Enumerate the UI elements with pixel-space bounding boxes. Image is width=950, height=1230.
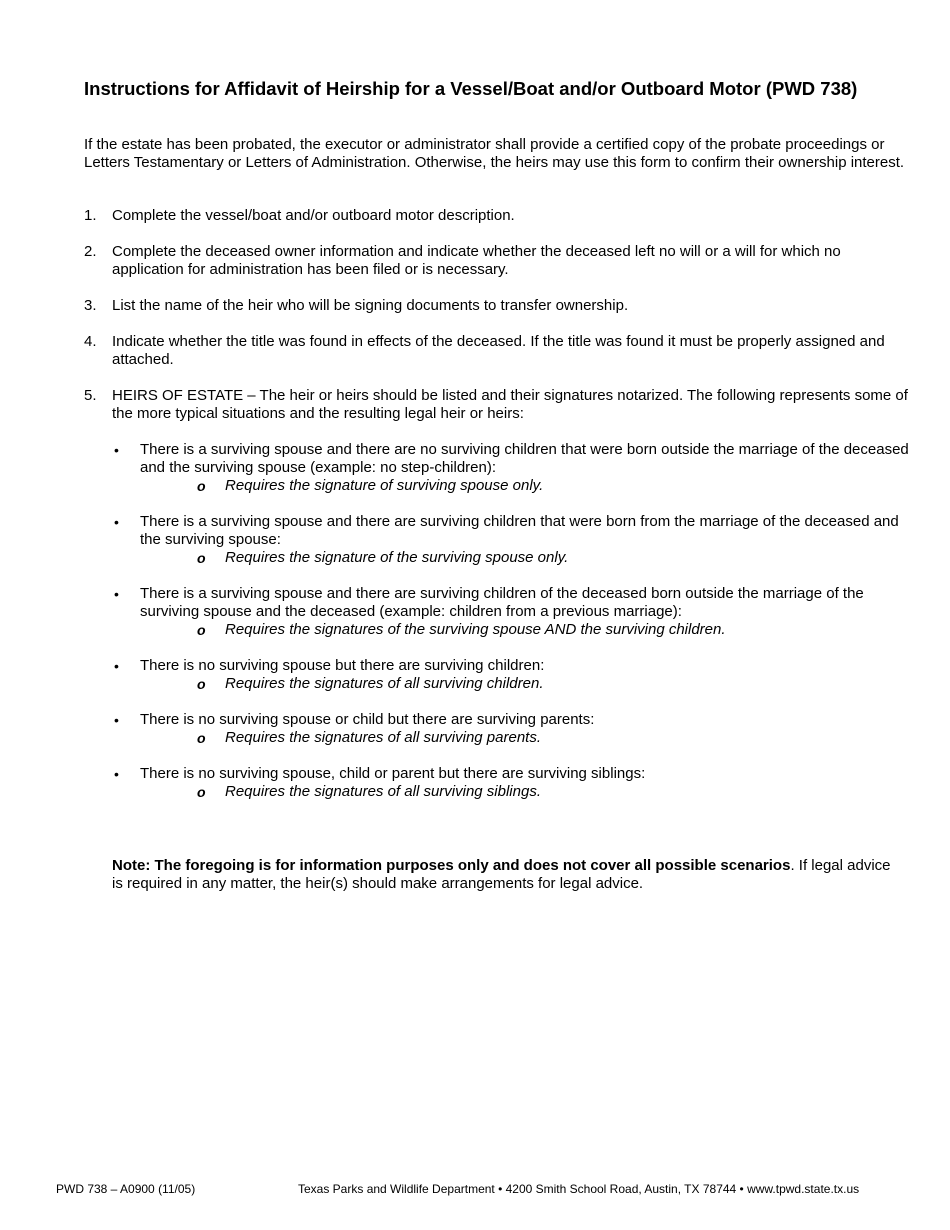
step-text: List the name of the heir who will be signing documents to transfer ownership. (112, 297, 629, 314)
step-item (84, 333, 914, 369)
footer-form-id: PWD 738 – A0900 (11/05) (56, 1182, 196, 1196)
step-number: 5. (84, 387, 97, 404)
requirement-text: Requires the signatures of all surviving siblings. (225, 783, 541, 800)
sub-bullet-icon: o (197, 478, 206, 494)
scenario-item (112, 585, 914, 639)
scenario-text: There is no surviving spouse or child but there are surviving parents: (140, 711, 595, 728)
step-text: Complete the deceased owner information and indicate whether the deceased left no will or a will for which no application for administration has been filed or is necessary. (112, 243, 841, 278)
step-item (84, 243, 914, 279)
requirement-text: Requires the signatures of the surviving spouse AND the surviving children. (225, 621, 726, 638)
scenario-item (112, 513, 914, 567)
note-bold-text: Note: The foregoing is for information purposes only and does not cover all possible scenarios (112, 857, 791, 874)
step-text: Complete the vessel/boat and/or outboard motor description. (112, 207, 515, 224)
sub-bullet-icon: o (197, 730, 206, 746)
requirement-text: Requires the signature of the surviving spouse only. (225, 549, 569, 566)
scenario-text: There is a surviving spouse and there are surviving children of the deceased born outside the marriage of the surviving spouse and the deceased (example: children from a previous marriage): (140, 585, 864, 620)
step-number: 4. (84, 333, 97, 350)
scenario-item (112, 765, 914, 801)
note-text: . If legal advice is required in any matter, the heir(s) should make arrangements for legal advice. (112, 857, 891, 892)
intro-paragraph: If the estate has been probated, the executor or administrator shall provide a certified copy of the probate proceedings or Letters Testamentary or Letters of Administration. Otherwise, the heirs may use this form to confirm their ownership interest. (84, 136, 905, 171)
step-number: 3. (84, 297, 97, 314)
step-text: Indicate whether the title was found in effects of the deceased. If the title was found it must be properly assigned and attached. (112, 333, 885, 368)
bullet-icon: • (114, 766, 119, 782)
step-item (84, 207, 914, 225)
sub-bullet-icon: o (197, 622, 206, 638)
heir-scenarios-list (112, 441, 914, 801)
page-title: Instructions for Affidavit of Heirship for a Vessel/Boat and/or Outboard Motor (PWD 738) (84, 78, 858, 99)
footer-agency-line: Texas Parks and Wildlife Department • 4200 Smith School Road, Austin, TX 78744 • www.tpwd.state.tx.us (298, 1182, 860, 1196)
step-item (84, 387, 914, 801)
bullet-icon: • (114, 514, 119, 530)
scenario-requirement (140, 621, 914, 639)
scenario-requirement (140, 675, 914, 693)
scenario-text: There is no surviving spouse but there are surviving children: (140, 657, 545, 674)
scenario-text: There is a surviving spouse and there are surviving children that were born from the marriage of the deceased and the surviving spouse: (140, 513, 899, 548)
legal-note (112, 857, 896, 893)
scenario-item (112, 441, 914, 495)
step-item (84, 297, 914, 315)
bullet-icon: • (114, 442, 119, 458)
instruction-steps (84, 207, 914, 819)
sub-bullet-icon: o (197, 784, 206, 800)
step-number: 2. (84, 243, 97, 260)
scenario-requirement (140, 477, 914, 495)
scenario-text: There is no surviving spouse, child or parent but there are surviving siblings: (140, 765, 646, 782)
bullet-icon: • (114, 712, 119, 728)
scenario-requirement (140, 729, 914, 747)
scenario-requirement (140, 549, 914, 567)
scenario-item (112, 657, 914, 693)
sub-bullet-icon: o (197, 676, 206, 692)
scenario-requirement (140, 783, 914, 801)
step-text: HEIRS OF ESTATE – The heir or heirs should be listed and their signatures notarized. The following represents some of the more typical situations and the resulting legal heir or heirs: (112, 387, 908, 422)
requirement-text: Requires the signatures of all surviving parents. (225, 729, 541, 746)
bullet-icon: • (114, 658, 119, 674)
step-number: 1. (84, 207, 97, 224)
bullet-icon: • (114, 586, 119, 602)
sub-bullet-icon: o (197, 550, 206, 566)
scenario-text: There is a surviving spouse and there are no surviving children that were born outside the marriage of the deceased and the surviving spouse (example: no step-children): (140, 441, 909, 476)
requirement-text: Requires the signature of surviving spouse only. (225, 477, 544, 494)
requirement-text: Requires the signatures of all surviving children. (225, 675, 544, 692)
scenario-item (112, 711, 914, 747)
